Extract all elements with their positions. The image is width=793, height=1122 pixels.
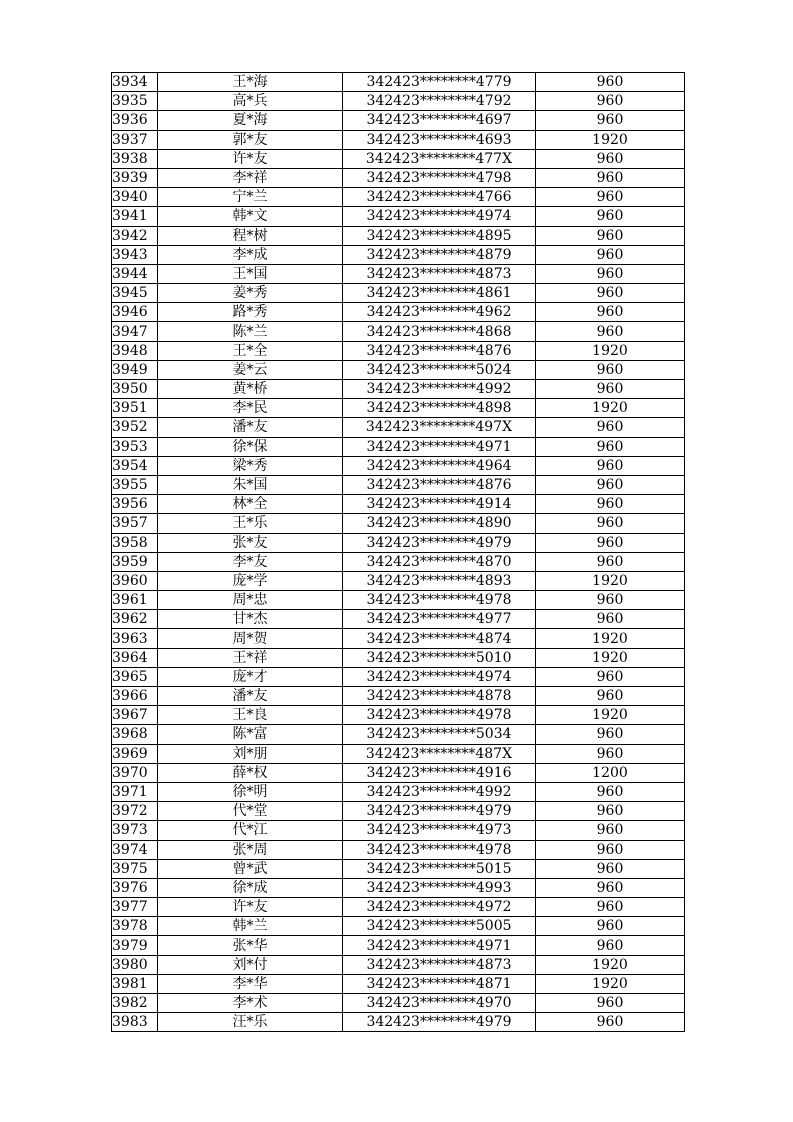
table-row (112, 859, 685, 878)
row-number-cell: 3948 (112, 341, 158, 360)
amount-cell: 960 (536, 264, 685, 283)
id-number-cell: 342423********4964 (343, 456, 536, 475)
row-number-cell: 3971 (112, 782, 158, 801)
name-cell: 许*友 (158, 898, 343, 917)
table-row (112, 495, 685, 514)
name-cell: 王*祥 (158, 648, 343, 667)
id-number-cell: 342423********4893 (343, 571, 536, 590)
row-number-cell: 3980 (112, 955, 158, 974)
amount-cell: 1920 (536, 571, 685, 590)
name-cell: 薛*权 (158, 763, 343, 782)
name-cell: 甘*杰 (158, 610, 343, 629)
amount-cell: 960 (536, 859, 685, 878)
name-cell: 宁*兰 (158, 188, 343, 207)
amount-cell: 960 (536, 149, 685, 168)
table-row (112, 418, 685, 437)
table-row (112, 687, 685, 706)
table-row (112, 284, 685, 303)
table-row (112, 360, 685, 379)
amount-cell: 960 (536, 1013, 685, 1032)
amount-cell: 960 (536, 111, 685, 130)
name-cell: 潘*友 (158, 687, 343, 706)
table-row (112, 898, 685, 917)
id-number-cell: 342423********4873 (343, 955, 536, 974)
id-number-cell: 342423********497X (343, 418, 536, 437)
id-number-cell: 342423********4978 (343, 591, 536, 610)
name-cell: 陈*兰 (158, 322, 343, 341)
row-number-cell: 3951 (112, 399, 158, 418)
row-number-cell: 3950 (112, 380, 158, 399)
row-number-cell: 3957 (112, 514, 158, 533)
amount-cell: 1920 (536, 706, 685, 725)
amount-cell: 960 (536, 188, 685, 207)
table-row (112, 341, 685, 360)
amount-cell: 960 (536, 360, 685, 379)
name-cell: 李*民 (158, 399, 343, 418)
table-row (112, 610, 685, 629)
table-row (112, 226, 685, 245)
amount-cell: 960 (536, 533, 685, 552)
id-number-cell: 342423********4972 (343, 898, 536, 917)
table-row (112, 571, 685, 590)
row-number-cell: 3949 (112, 360, 158, 379)
amount-cell: 960 (536, 840, 685, 859)
id-number-cell: 342423********4766 (343, 188, 536, 207)
table-row (112, 725, 685, 744)
id-number-cell: 342423********4992 (343, 380, 536, 399)
amount-cell: 960 (536, 437, 685, 456)
id-number-cell: 342423********4861 (343, 284, 536, 303)
amount-cell: 960 (536, 92, 685, 111)
amount-cell: 960 (536, 552, 685, 571)
row-number-cell: 3981 (112, 974, 158, 993)
id-number-cell: 342423********4697 (343, 111, 536, 130)
name-cell: 姜*云 (158, 360, 343, 379)
id-number-cell: 342423********4779 (343, 73, 536, 92)
row-number-cell: 3939 (112, 168, 158, 187)
table-row (112, 264, 685, 283)
amount-cell: 1920 (536, 955, 685, 974)
id-number-cell: 342423********4979 (343, 1013, 536, 1032)
row-number-cell: 3975 (112, 859, 158, 878)
row-number-cell: 3959 (112, 552, 158, 571)
row-number-cell: 3946 (112, 303, 158, 322)
table-row (112, 475, 685, 494)
amount-cell: 960 (536, 667, 685, 686)
amount-cell: 960 (536, 456, 685, 475)
row-number-cell: 3969 (112, 744, 158, 763)
name-cell: 张*友 (158, 533, 343, 552)
amount-cell: 960 (536, 475, 685, 494)
table-row (112, 514, 685, 533)
table-row (112, 188, 685, 207)
name-cell: 代*江 (158, 821, 343, 840)
id-number-cell: 342423********5005 (343, 917, 536, 936)
name-cell: 高*兵 (158, 92, 343, 111)
row-number-cell: 3942 (112, 226, 158, 245)
amount-cell: 960 (536, 207, 685, 226)
id-number-cell: 342423********4878 (343, 687, 536, 706)
roster-table-body (112, 73, 685, 1032)
name-cell: 陈*富 (158, 725, 343, 744)
amount-cell: 960 (536, 418, 685, 437)
table-row (112, 821, 685, 840)
id-number-cell: 342423********4868 (343, 322, 536, 341)
id-number-cell: 342423********4876 (343, 341, 536, 360)
id-number-cell: 342423********4993 (343, 878, 536, 897)
id-number-cell: 342423********4870 (343, 552, 536, 571)
name-cell: 黄*桥 (158, 380, 343, 399)
amount-cell: 960 (536, 73, 685, 92)
table-row (112, 73, 685, 92)
amount-cell: 960 (536, 591, 685, 610)
amount-cell: 960 (536, 725, 685, 744)
table-row (112, 111, 685, 130)
name-cell: 王*海 (158, 73, 343, 92)
table-row (112, 92, 685, 111)
name-cell: 庞*学 (158, 571, 343, 590)
name-cell: 徐*明 (158, 782, 343, 801)
name-cell: 李*友 (158, 552, 343, 571)
id-number-cell: 342423********4898 (343, 399, 536, 418)
id-number-cell: 342423********5010 (343, 648, 536, 667)
amount-cell: 960 (536, 878, 685, 897)
amount-cell: 1920 (536, 629, 685, 648)
amount-cell: 960 (536, 168, 685, 187)
row-number-cell: 3982 (112, 994, 158, 1013)
amount-cell: 960 (536, 917, 685, 936)
table-row (112, 168, 685, 187)
id-number-cell: 342423********4693 (343, 130, 536, 149)
amount-cell: 960 (536, 322, 685, 341)
amount-cell: 1200 (536, 763, 685, 782)
name-cell: 王*乐 (158, 514, 343, 533)
id-number-cell: 342423********4970 (343, 994, 536, 1013)
row-number-cell: 3970 (112, 763, 158, 782)
name-cell: 程*树 (158, 226, 343, 245)
table-row (112, 936, 685, 955)
id-number-cell: 342423********4973 (343, 821, 536, 840)
amount-cell: 960 (536, 284, 685, 303)
row-number-cell: 3962 (112, 610, 158, 629)
row-number-cell: 3944 (112, 264, 158, 283)
id-number-cell: 342423********4974 (343, 207, 536, 226)
roster-table (111, 72, 685, 1032)
table-row (112, 303, 685, 322)
name-cell: 韩*文 (158, 207, 343, 226)
amount-cell: 1920 (536, 130, 685, 149)
row-number-cell: 3952 (112, 418, 158, 437)
amount-cell: 960 (536, 380, 685, 399)
row-number-cell: 3940 (112, 188, 158, 207)
amount-cell: 1920 (536, 399, 685, 418)
row-number-cell: 3934 (112, 73, 158, 92)
amount-cell: 960 (536, 802, 685, 821)
row-number-cell: 3979 (112, 936, 158, 955)
table-row (112, 648, 685, 667)
id-number-cell: 342423********4914 (343, 495, 536, 514)
name-cell: 姜*秀 (158, 284, 343, 303)
id-number-cell: 342423********4979 (343, 533, 536, 552)
name-cell: 徐*保 (158, 437, 343, 456)
name-cell: 韩*兰 (158, 917, 343, 936)
table-row (112, 456, 685, 475)
name-cell: 庞*才 (158, 667, 343, 686)
id-number-cell: 342423********4977 (343, 610, 536, 629)
id-number-cell: 342423********4792 (343, 92, 536, 111)
table-row (112, 802, 685, 821)
table-row (112, 322, 685, 341)
name-cell: 郭*友 (158, 130, 343, 149)
table-row (112, 533, 685, 552)
amount-cell: 960 (536, 514, 685, 533)
id-number-cell: 342423********4992 (343, 782, 536, 801)
amount-cell: 960 (536, 821, 685, 840)
table-row (112, 245, 685, 264)
id-number-cell: 342423********4879 (343, 245, 536, 264)
row-number-cell: 3976 (112, 878, 158, 897)
table-row (112, 917, 685, 936)
table-row (112, 763, 685, 782)
amount-cell: 960 (536, 226, 685, 245)
name-cell: 汪*乐 (158, 1013, 343, 1032)
row-number-cell: 3983 (112, 1013, 158, 1032)
table-row (112, 994, 685, 1013)
table-row (112, 380, 685, 399)
id-number-cell: 342423********4916 (343, 763, 536, 782)
row-number-cell: 3968 (112, 725, 158, 744)
row-number-cell: 3977 (112, 898, 158, 917)
name-cell: 代*堂 (158, 802, 343, 821)
amount-cell: 960 (536, 610, 685, 629)
id-number-cell: 342423********4978 (343, 840, 536, 859)
id-number-cell: 342423********4979 (343, 802, 536, 821)
row-number-cell: 3938 (112, 149, 158, 168)
row-number-cell: 3960 (112, 571, 158, 590)
id-number-cell: 342423********477X (343, 149, 536, 168)
amount-cell: 1920 (536, 974, 685, 993)
row-number-cell: 3935 (112, 92, 158, 111)
table-row (112, 149, 685, 168)
row-number-cell: 3947 (112, 322, 158, 341)
name-cell: 张*华 (158, 936, 343, 955)
name-cell: 王*良 (158, 706, 343, 725)
name-cell: 潘*友 (158, 418, 343, 437)
name-cell: 徐*成 (158, 878, 343, 897)
name-cell: 王*全 (158, 341, 343, 360)
table-row (112, 782, 685, 801)
name-cell: 朱*国 (158, 475, 343, 494)
amount-cell: 960 (536, 303, 685, 322)
name-cell: 周*贺 (158, 629, 343, 648)
id-number-cell: 342423********5034 (343, 725, 536, 744)
table-row (112, 591, 685, 610)
name-cell: 林*全 (158, 495, 343, 514)
name-cell: 李*祥 (158, 168, 343, 187)
id-number-cell: 342423********4874 (343, 629, 536, 648)
id-number-cell: 342423********4871 (343, 974, 536, 993)
id-number-cell: 342423********4971 (343, 936, 536, 955)
amount-cell: 1920 (536, 648, 685, 667)
amount-cell: 960 (536, 994, 685, 1013)
row-number-cell: 3964 (112, 648, 158, 667)
name-cell: 周*忠 (158, 591, 343, 610)
name-cell: 刘*付 (158, 955, 343, 974)
row-number-cell: 3955 (112, 475, 158, 494)
amount-cell: 960 (536, 782, 685, 801)
name-cell: 李*华 (158, 974, 343, 993)
table-row (112, 974, 685, 993)
table-row (112, 878, 685, 897)
id-number-cell: 342423********4873 (343, 264, 536, 283)
amount-cell: 960 (536, 687, 685, 706)
row-number-cell: 3961 (112, 591, 158, 610)
id-number-cell: 342423********4876 (343, 475, 536, 494)
name-cell: 曾*武 (158, 859, 343, 878)
id-number-cell: 342423********4895 (343, 226, 536, 245)
table-row (112, 840, 685, 859)
name-cell: 李*术 (158, 994, 343, 1013)
id-number-cell: 342423********4978 (343, 706, 536, 725)
id-number-cell: 342423********4962 (343, 303, 536, 322)
id-number-cell: 342423********4890 (343, 514, 536, 533)
row-number-cell: 3967 (112, 706, 158, 725)
row-number-cell: 3936 (112, 111, 158, 130)
amount-cell: 960 (536, 936, 685, 955)
name-cell: 夏*海 (158, 111, 343, 130)
table-row (112, 667, 685, 686)
name-cell: 李*成 (158, 245, 343, 264)
row-number-cell: 3965 (112, 667, 158, 686)
row-number-cell: 3958 (112, 533, 158, 552)
row-number-cell: 3956 (112, 495, 158, 514)
row-number-cell: 3941 (112, 207, 158, 226)
id-number-cell: 342423********5024 (343, 360, 536, 379)
row-number-cell: 3973 (112, 821, 158, 840)
table-row (112, 744, 685, 763)
table-row (112, 399, 685, 418)
id-number-cell: 342423********4798 (343, 168, 536, 187)
row-number-cell: 3974 (112, 840, 158, 859)
amount-cell: 1920 (536, 341, 685, 360)
row-number-cell: 3937 (112, 130, 158, 149)
row-number-cell: 3963 (112, 629, 158, 648)
table-row (112, 130, 685, 149)
amount-cell: 960 (536, 898, 685, 917)
name-cell: 路*秀 (158, 303, 343, 322)
amount-cell: 960 (536, 245, 685, 264)
name-cell: 梁*秀 (158, 456, 343, 475)
table-row (112, 1013, 685, 1032)
name-cell: 王*国 (158, 264, 343, 283)
row-number-cell: 3972 (112, 802, 158, 821)
id-number-cell: 342423********4971 (343, 437, 536, 456)
name-cell: 张*周 (158, 840, 343, 859)
row-number-cell: 3953 (112, 437, 158, 456)
table-row (112, 629, 685, 648)
row-number-cell: 3966 (112, 687, 158, 706)
id-number-cell: 342423********487X (343, 744, 536, 763)
table-row (112, 706, 685, 725)
table-row (112, 955, 685, 974)
name-cell: 刘*朋 (158, 744, 343, 763)
row-number-cell: 3943 (112, 245, 158, 264)
table-row (112, 552, 685, 571)
row-number-cell: 3978 (112, 917, 158, 936)
table-row (112, 207, 685, 226)
id-number-cell: 342423********5015 (343, 859, 536, 878)
amount-cell: 960 (536, 744, 685, 763)
name-cell: 许*友 (158, 149, 343, 168)
row-number-cell: 3945 (112, 284, 158, 303)
row-number-cell: 3954 (112, 456, 158, 475)
id-number-cell: 342423********4974 (343, 667, 536, 686)
amount-cell: 960 (536, 495, 685, 514)
table-row (112, 437, 685, 456)
